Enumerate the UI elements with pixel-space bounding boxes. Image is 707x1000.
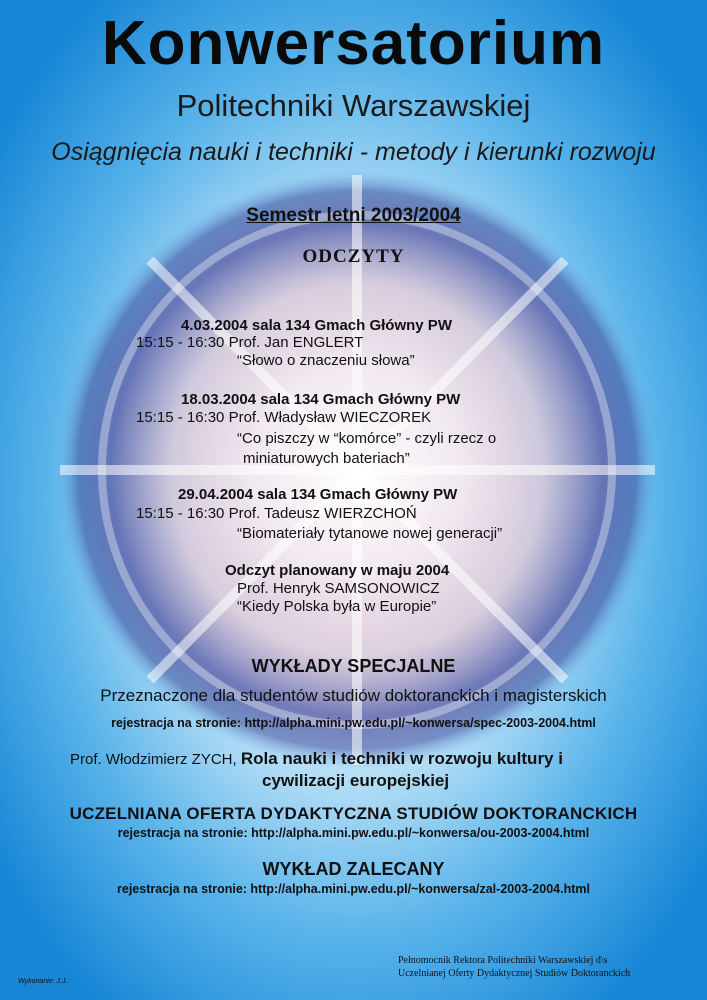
credit-note: Wykonanie: J.J. bbox=[18, 978, 68, 985]
offer-heading: UCZELNIANA OFERTA DYDAKTYCZNA STUDIÓW DOKTORANCKICH bbox=[69, 804, 638, 823]
lecture-date-place: 4.03.2004 sala 134 Gmach Główny PW bbox=[181, 317, 452, 334]
lecture-time-speaker: 15:15 - 16:30 Prof. Tadeusz WIERZCHOŃ bbox=[136, 505, 417, 522]
lecture-date-place: 29.04.2004 sala 134 Gmach Główny PW bbox=[178, 486, 458, 503]
lecture-title: miniaturowych bateriach” bbox=[243, 450, 410, 467]
lecture-date-place: 18.03.2004 sala 134 Gmach Główny PW bbox=[181, 391, 461, 408]
lecture-date-place: Odczyt planowany w maju 2004 bbox=[225, 562, 450, 579]
special-description: Przeznaczone dla studentów studiów doktoranckich i magisterskich bbox=[100, 686, 607, 705]
signature-line: Uczelnianej Oferty Dydaktycznej Studiów Doktoranckich bbox=[398, 968, 631, 979]
semester-label: Semestr letni 2003/2004 bbox=[246, 205, 461, 226]
lecture-time-speaker: 15:15 - 16:30 Prof. Władysław WIECZOREK bbox=[136, 409, 432, 426]
poster-title: Konwersatorium bbox=[101, 9, 606, 78]
special-heading: WYKŁADY SPECJALNE bbox=[251, 656, 456, 676]
lecture-title: “Co piszczy w “komórce” - czyli rzecz o bbox=[237, 430, 497, 447]
special-speaker: Prof. Włodzimierz ZYCH, bbox=[70, 751, 241, 768]
poster-subtitle: Politechniki Warszawskiej bbox=[176, 88, 531, 123]
recommended-heading: WYKŁAD ZALECANY bbox=[262, 859, 445, 879]
special-registration-link[interactable]: rejestracja na stronie: http://alpha.mini.pw.edu.pl/~konwersa/spec-2003-2004.html bbox=[111, 716, 596, 730]
recommended-registration-link[interactable]: rejestracja na stronie: http://alpha.mini.pw.edu.pl/~konwersa/zal-2003-2004.html bbox=[117, 882, 590, 896]
signature-line: Pełnomocnik Rektora Politechniki Warszawskiej d\s bbox=[398, 955, 608, 966]
lecture-title: “Kiedy Polska była w Europie” bbox=[237, 598, 437, 615]
special-title: Rola nauki i techniki w rozwoju kultury i bbox=[240, 749, 563, 768]
poster-tagline: Osiągnięcia nauki i techniki - metody i kierunki rozwoju bbox=[51, 138, 656, 166]
lecture-title: “Biomateriały tytanowe nowej generacji” bbox=[237, 525, 503, 542]
lecture-time-speaker: Prof. Henryk SAMSONOWICZ bbox=[237, 580, 440, 597]
special-title-continued: cywilizacji europejskiej bbox=[262, 771, 450, 790]
lecture-time-speaker: 15:15 - 16:30 Prof. Jan ENGLERT bbox=[136, 334, 364, 351]
offer-registration-link[interactable]: rejestracja na stronie: http://alpha.mini.pw.edu.pl/~konwersa/ou-2003-2004.html bbox=[117, 826, 590, 840]
lectures-heading: ODCZYTY bbox=[302, 246, 405, 267]
special-lecture bbox=[70, 749, 563, 769]
lecture-title: “Słowo o znaczeniu słowa” bbox=[237, 352, 415, 369]
